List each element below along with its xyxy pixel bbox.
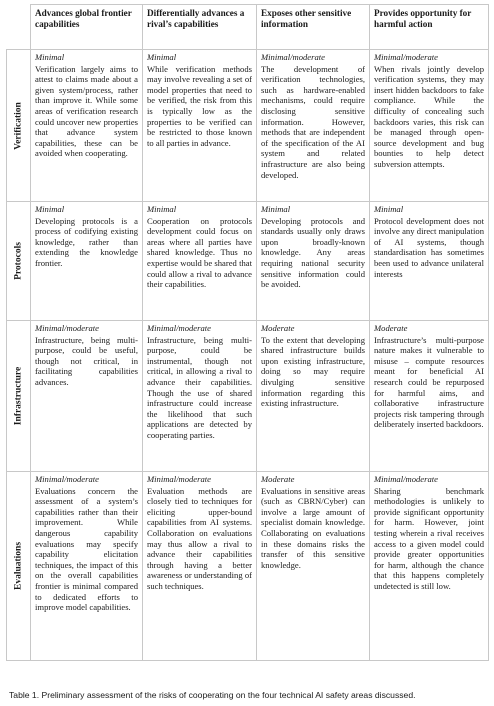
cell-text: Developing protocols and standards usually only draws upon broadly-known knowledge. Any areas requiring national security sensitive information could be avoided. [261,215,365,290]
table-cell [31,321,143,472]
risk-level: Minimal [35,204,65,214]
cell-text: Sharing benchmark methodologies is unlikely to provide significant opportunity for harm. However, joint testing wherein a rival receives access to a given model could provide greater opportunities for harm, although the chance that this happens completely undetected is still low. [374,485,484,591]
cell-text: Verification largely aims to attest to claims made about a given system/process, rather than improve it. While some areas of verification research could uncover new properties that advance system capabilities, these can be avoided when cooperating. [35,63,138,159]
risk-level: Moderate [374,323,408,333]
table-cell [370,321,489,472]
table-row-verification [7,50,489,202]
table-cell [31,50,143,202]
table-cell [143,50,257,202]
row-label: Protocols [13,242,24,280]
cell-text: The development of verification technologies, such as hardware-enabled mechanisms, could require disclosing sensitive information. However, methods that are independent of the specification of the AI system and related infrastructure are also being developed. [261,63,365,180]
table-cell [257,472,370,661]
risk-level: Minimal [374,204,404,214]
cell-text: Protocol development does not involve any direct manipulation of AI systems, though standardisation has sometimes been used to advance unilateral interests [374,215,484,279]
table-cell [370,50,489,202]
corner-cell [7,5,31,50]
row-header-cell [7,50,31,202]
row-label: Verification [13,101,24,150]
table-cell [31,202,143,321]
cell-text: Infrastructure, being multi-purpose, could be instrumental, though not critical, in allowing a rival to advance their capabilities. Though the use of shared infrastructure could increase the likelihood that such applications are detected by cooperating parties. [147,334,252,440]
cell-text: Infrastructure, being multi-purpose, could be useful, though not critical, in facilitating capabilities advances. [35,334,138,387]
risk-level: Minimal/moderate [147,323,211,333]
risk-level: Minimal/moderate [147,474,211,484]
row-label: Evaluations [13,541,24,591]
table-caption: Table 1. Preliminary assessment of the risks of cooperating on the four technical AI safety areas discussed. [9,690,416,700]
cell-text: Infrastructure’s multi-purpose nature makes it vulnerable to misuse – compute resources meant for beneficial AI research could be repurposed for harmful aims, and collaborative infrastructure projects risk tampering through deliberately inserted backdoors. [374,334,484,430]
column-header: Differentially advances a rival’s capabilities [143,5,257,50]
table-cell [257,321,370,472]
cell-text: Evaluations concern the assessment of a system’s capabilities rather than their improvement. While dangerous capability evaluations may specify capability elicitation techniques, the impact of this on the overall capabilities frontier is minimal compared to dedicated efforts to improve model capabilities. [35,485,138,613]
column-header: Exposes other sensitive information [257,5,370,50]
table-row-infrastructure [7,321,489,472]
cell-text: To the extent that developing shared infrastructure builds upon existing infrastructure, doing so may require divulging sensitive information regarding this existing infrastructure. [261,334,365,409]
table-cell [370,472,489,661]
table-cell [31,472,143,661]
table-row-protocols [7,202,489,321]
risk-level: Minimal/moderate [35,474,99,484]
cell-text: Developing protocols is a process of codifying existing knowledge, rather than extending the knowledge frontier. [35,215,138,268]
row-header-cell [7,472,31,661]
risk-level: Minimal/moderate [35,323,99,333]
table-cell [370,202,489,321]
risk-level: Minimal [35,52,65,62]
risk-level: Moderate [261,474,295,484]
table-cell [143,202,257,321]
cell-text: While verification methods may involve revealing a set of model properties that need to be verified, the risk from this is typically low as the properties to be verified can be restricted to those known to all parties in advance. [147,63,252,148]
table-cell [257,50,370,202]
cell-text: Cooperation on protocols development could focus on areas where all parties have shared knowledge. Thus no expertise would be shared that could allow a rival to advance their capabilities. [147,215,252,290]
risk-assessment-table [6,4,489,661]
table-cell [257,202,370,321]
row-header-cell [7,202,31,321]
table-cell [143,472,257,661]
row-label: Infrastructure [13,366,24,426]
cell-text: Evaluations in sensitive areas (such as CBRN/Cyber) can involve a large amount of specialist domain knowledge. Collaborating on evaluations in these domains risks the transfer of this sensitive knowledge. [261,485,365,570]
risk-level: Minimal [147,204,177,214]
risk-level: Minimal/moderate [374,474,438,484]
risk-level: Minimal [261,204,291,214]
row-header-cell [7,321,31,472]
column-header: Provides opportunity for harmful action [370,5,489,50]
risk-level: Minimal [147,52,177,62]
cell-text: When rivals jointly develop verification systems, they may insert hidden backdoors to fake compliance. While the difficulty of concealing such backdoors varies, this risk can be managed through open-source development and bug bounties to help detect subversion attempts. [374,63,484,169]
table-row-evaluations [7,472,489,661]
table-cell [143,321,257,472]
risk-level: Moderate [261,323,295,333]
risk-level: Minimal/moderate [374,52,438,62]
cell-text: Evaluation methods are closely tied to techniques for eliciting upper-bound capabilities from AI systems. Collaboration on evaluations may thus allow a rival to advance their capabilities through having a better awareness or understanding of such techniques. [147,485,252,591]
column-header: Advances global frontier capabilities [31,5,143,50]
table-header-row [7,5,489,50]
risk-level: Minimal/moderate [261,52,325,62]
